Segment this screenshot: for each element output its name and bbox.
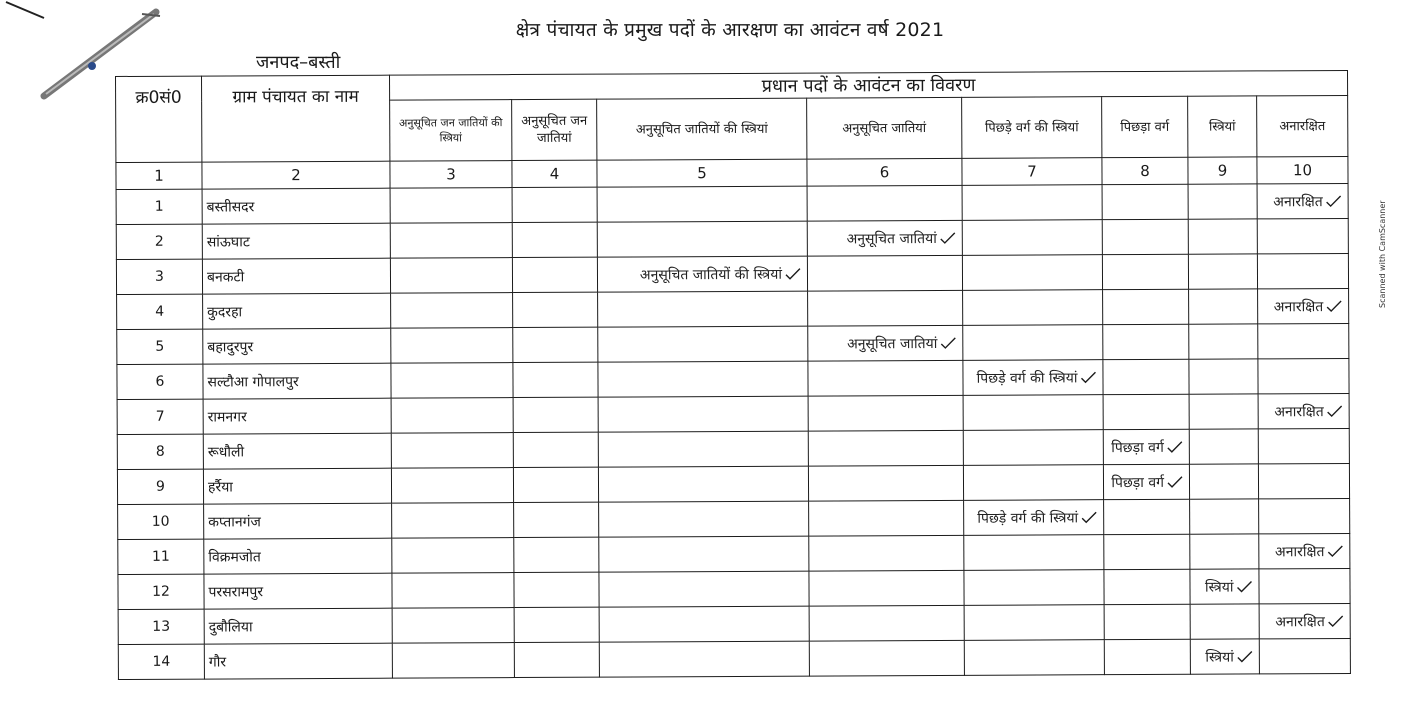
header-category: अनुसूचित जातियों की स्त्रियां: [597, 98, 807, 160]
column-number: 1: [116, 162, 202, 189]
table-row: [117, 358, 1349, 399]
empty-category-cell: [1102, 184, 1188, 219]
document-title: क्षेत्र पंचायत के प्रमुख पदों के आरक्षण का आवंटन वर्ष 2021: [515, 19, 945, 41]
empty-category-cell: [1103, 359, 1189, 394]
allocated-category-text: अनुसूचित जातियां: [846, 230, 937, 247]
empty-category-cell: [392, 643, 514, 679]
tick-mark-icon: [1326, 299, 1342, 313]
row-serial-number: 10: [118, 504, 204, 539]
allocated-category-text: स्त्रियां: [1205, 649, 1234, 666]
empty-category-cell: [512, 257, 597, 292]
allocated-category-text: अनारक्षित: [1274, 403, 1324, 420]
row-serial-number: 13: [118, 609, 204, 644]
empty-category-cell: [599, 641, 809, 677]
empty-category-cell: [1103, 289, 1189, 324]
column-number: 2: [202, 161, 390, 189]
allocated-category-text: पिछड़ा वर्ग: [1111, 474, 1165, 491]
empty-category-cell: [512, 222, 597, 257]
row-village-name: सांऊघाट: [202, 223, 390, 259]
handwritten-entry: [1104, 437, 1189, 456]
row-village-name: बनकटी: [202, 258, 390, 294]
row-village-name: बहादुरपुर: [203, 328, 391, 364]
row-serial-number: 1: [116, 189, 202, 224]
empty-category-cell: [1258, 323, 1349, 358]
column-number: 5: [597, 159, 807, 187]
empty-category-cell: [808, 465, 963, 501]
tick-mark-icon: [785, 267, 801, 281]
empty-category-cell: [1190, 534, 1259, 569]
empty-category-cell: [1188, 219, 1257, 254]
allocated-category-cell: [964, 500, 1104, 536]
empty-category-cell: [809, 570, 964, 606]
row-village-name: हर्रैया: [203, 468, 391, 504]
handwritten-entry: [808, 333, 962, 353]
empty-category-cell: [1189, 324, 1258, 359]
row-village-name: सल्टौआ गोपालपुर: [203, 363, 391, 399]
row-village-name: परसरामपुर: [204, 573, 392, 609]
reservation-allocation-table: [115, 70, 1351, 680]
allocated-category-text: पिछड़े वर्ग की स्त्रियां: [976, 369, 1078, 387]
table-row: [118, 498, 1350, 539]
table-row: [117, 323, 1349, 364]
column-number: 10: [1257, 156, 1348, 183]
empty-category-cell: [1104, 639, 1190, 674]
empty-category-cell: [1103, 324, 1189, 359]
empty-category-cell: [1189, 359, 1258, 394]
empty-category-cell: [1102, 219, 1188, 254]
allocated-category-cell: [1190, 639, 1259, 674]
table-row: [117, 393, 1349, 434]
header-category: पिछड़े वर्ग की स्त्रियां: [962, 97, 1102, 159]
handwritten-entry: [1259, 541, 1349, 560]
allocated-category-text: स्त्रियां: [1204, 579, 1234, 596]
empty-category-cell: [808, 395, 963, 431]
allocated-category-text: अनारक्षित: [1273, 193, 1323, 210]
empty-category-cell: [1190, 604, 1259, 639]
empty-category-cell: [513, 362, 598, 397]
table-row: [116, 183, 1348, 224]
row-village-name: कुदरहा: [203, 293, 391, 329]
allocated-category-text: अनारक्षित: [1274, 543, 1325, 560]
tick-mark-icon: [940, 231, 956, 245]
empty-category-cell: [597, 186, 807, 222]
empty-category-cell: [964, 605, 1104, 641]
empty-category-cell: [599, 536, 809, 572]
row-village-name: बस्तीसदर: [202, 188, 390, 224]
handwritten-entry: [1258, 191, 1348, 210]
empty-category-cell: [964, 535, 1104, 571]
empty-category-cell: [514, 537, 599, 572]
empty-category-cell: [392, 538, 514, 574]
column-number: 8: [1102, 157, 1188, 184]
empty-category-cell: [392, 573, 514, 609]
allocated-category-text: अनुसूचित जातियां: [847, 335, 938, 352]
empty-category-cell: [1104, 499, 1190, 534]
empty-category-cell: [1104, 534, 1190, 569]
allocated-category-cell: [1258, 288, 1349, 323]
empty-category-cell: [963, 465, 1103, 501]
column-number: 6: [807, 158, 962, 186]
handwritten-entry: [1190, 577, 1258, 596]
header-category: अनारक्षित: [1257, 95, 1348, 156]
empty-category-cell: [962, 255, 1102, 291]
empty-category-cell: [963, 325, 1103, 361]
header-category: अनुसूचित जातियां: [807, 97, 962, 159]
header-serial: क्र0सं0: [116, 76, 202, 162]
allocated-category-cell: [807, 220, 962, 256]
empty-category-cell: [1190, 499, 1259, 534]
allocated-category-text: अनारक्षित: [1275, 613, 1325, 630]
empty-category-cell: [599, 571, 809, 607]
empty-category-cell: [807, 255, 962, 291]
tick-mark-icon: [1328, 614, 1344, 628]
empty-category-cell: [513, 432, 598, 467]
empty-category-cell: [1103, 394, 1189, 429]
empty-category-cell: [392, 503, 514, 539]
empty-category-cell: [1189, 289, 1258, 324]
allocated-category-cell: [1190, 569, 1259, 604]
empty-category-cell: [513, 467, 598, 502]
empty-category-cell: [391, 433, 513, 469]
empty-category-cell: [514, 572, 599, 607]
empty-category-cell: [1258, 463, 1349, 498]
empty-category-cell: [1188, 254, 1257, 289]
empty-category-cell: [391, 293, 513, 329]
header-category: अनुसूचित जन जातियों की स्त्रियां: [390, 100, 512, 162]
empty-category-cell: [513, 327, 598, 362]
handwritten-entry: [808, 228, 962, 248]
empty-category-cell: [964, 640, 1104, 676]
row-serial-number: 9: [117, 469, 203, 504]
row-serial-number: 3: [116, 259, 202, 294]
row-village-name: रूधौली: [203, 433, 391, 469]
empty-category-cell: [963, 430, 1103, 466]
empty-category-cell: [1189, 429, 1258, 464]
empty-category-cell: [598, 431, 808, 467]
row-serial-number: 14: [118, 644, 204, 679]
header-category: पिछड़ा वर्ग: [1102, 96, 1188, 157]
empty-category-cell: [1104, 569, 1190, 604]
handwritten-entry: [1191, 647, 1259, 666]
empty-category-cell: [809, 640, 964, 676]
empty-category-cell: [964, 570, 1104, 606]
empty-category-cell: [391, 363, 513, 399]
row-village-name: कप्तानगंज: [204, 503, 392, 539]
empty-category-cell: [962, 185, 1102, 221]
column-number: 4: [512, 160, 597, 187]
table-row: [118, 638, 1350, 679]
handwritten-entry: [1104, 472, 1189, 491]
row-serial-number: 5: [117, 329, 203, 364]
tick-mark-icon: [1237, 649, 1253, 663]
table-row: [116, 253, 1348, 294]
tick-mark-icon: [1080, 370, 1096, 384]
row-serial-number: 7: [117, 399, 203, 434]
empty-category-cell: [514, 642, 599, 677]
allocated-category-cell: [597, 256, 807, 292]
row-serial-number: 4: [117, 294, 203, 329]
empty-category-cell: [808, 360, 963, 396]
table-row: [118, 568, 1350, 609]
empty-category-cell: [391, 468, 513, 504]
empty-category-cell: [390, 258, 512, 294]
header-category: स्त्रियां: [1188, 96, 1257, 157]
handwritten-entry: [598, 264, 807, 284]
table-row: [118, 603, 1350, 644]
empty-category-cell: [390, 188, 512, 224]
handwritten-entry: [964, 508, 1103, 528]
empty-category-cell: [809, 605, 964, 641]
handwritten-entry: [1260, 611, 1350, 630]
empty-category-cell: [1189, 464, 1258, 499]
tick-mark-icon: [1327, 544, 1343, 558]
row-village-name: दुबौलिया: [204, 608, 392, 644]
allocated-category-cell: [1258, 393, 1349, 428]
empty-category-cell: [512, 187, 597, 222]
empty-category-cell: [391, 328, 513, 364]
allocated-category-text: पिछड़ा वर्ग: [1111, 439, 1164, 456]
empty-category-cell: [514, 607, 599, 642]
empty-category-cell: [1257, 253, 1348, 288]
column-number: 7: [962, 158, 1102, 186]
row-village-name: विक्रमजोत: [204, 538, 392, 574]
header-category: अनुसूचित जन जातियां: [512, 99, 597, 160]
empty-category-cell: [391, 398, 513, 434]
empty-category-cell: [962, 220, 1102, 256]
row-village-name: रामनगर: [203, 398, 391, 434]
empty-category-cell: [963, 395, 1103, 431]
empty-category-cell: [598, 396, 808, 432]
empty-category-cell: [1259, 568, 1350, 603]
allocated-category-text: अनारक्षित: [1273, 298, 1324, 315]
empty-category-cell: [1258, 358, 1349, 393]
table-row: [117, 428, 1349, 469]
empty-category-cell: [1257, 218, 1348, 253]
row-serial-number: 2: [116, 224, 202, 259]
tick-mark-icon: [1167, 440, 1183, 454]
empty-category-cell: [598, 466, 808, 502]
empty-category-cell: [809, 500, 964, 536]
empty-category-cell: [809, 535, 964, 571]
empty-category-cell: [598, 291, 808, 327]
table-row: [118, 533, 1350, 574]
table-row: [117, 288, 1349, 329]
empty-category-cell: [963, 290, 1103, 326]
table-row: [116, 218, 1348, 259]
row-serial-number: 8: [117, 434, 203, 469]
empty-category-cell: [513, 397, 598, 432]
column-number: 9: [1188, 157, 1257, 184]
allocated-category-cell: [1257, 183, 1348, 218]
handwritten-entry: [963, 368, 1102, 388]
row-serial-number: 11: [118, 539, 204, 574]
allocated-category-cell: [1259, 533, 1350, 568]
column-number: 3: [390, 161, 512, 189]
row-village-name: गौर: [204, 643, 392, 679]
scanner-watermark: Scanned with CamScanner: [1378, 200, 1387, 308]
allocated-category-text: अनुसूचित जातियों की स्त्रियां: [639, 266, 783, 283]
allocated-category-cell: [963, 360, 1103, 396]
tick-mark-icon: [1167, 475, 1183, 489]
allocated-category-cell: [808, 325, 963, 361]
row-serial-number: 6: [117, 364, 203, 399]
header-allocation-group: प्रधान पदों के आवंटन का विवरण: [389, 70, 1347, 100]
empty-category-cell: [597, 221, 807, 257]
tick-mark-icon: [940, 336, 956, 350]
empty-category-cell: [1259, 638, 1350, 673]
district-label: जनपद–बस्ती: [256, 52, 341, 73]
empty-category-cell: [1188, 184, 1257, 219]
empty-category-cell: [1104, 604, 1190, 639]
table-row: [117, 463, 1349, 504]
empty-category-cell: [807, 185, 962, 221]
allocated-category-cell: [1259, 603, 1350, 638]
tick-mark-icon: [1326, 194, 1342, 208]
empty-category-cell: [1102, 254, 1188, 289]
handwritten-entry: [1258, 296, 1348, 315]
table-body: [116, 156, 1351, 679]
header-village-name: ग्राम पंचायत का नाम: [202, 75, 390, 162]
empty-category-cell: [598, 361, 808, 397]
empty-category-cell: [599, 501, 809, 537]
empty-category-cell: [1258, 428, 1349, 463]
empty-category-cell: [598, 326, 808, 362]
empty-category-cell: [390, 223, 512, 259]
tick-mark-icon: [1236, 579, 1252, 593]
empty-category-cell: [599, 606, 809, 642]
allocated-category-cell: [1103, 464, 1189, 499]
handwritten-entry: [1259, 401, 1349, 420]
row-serial-number: 12: [118, 574, 204, 609]
empty-category-cell: [1259, 498, 1350, 533]
empty-category-cell: [808, 430, 963, 466]
empty-category-cell: [514, 502, 599, 537]
tick-mark-icon: [1327, 404, 1343, 418]
empty-category-cell: [513, 292, 598, 327]
empty-category-cell: [808, 290, 963, 326]
empty-category-cell: [1189, 394, 1258, 429]
allocated-category-cell: [1103, 429, 1189, 464]
tick-mark-icon: [1081, 510, 1097, 524]
empty-category-cell: [392, 608, 514, 644]
allocated-category-text: पिछड़े वर्ग की स्त्रियां: [977, 509, 1079, 527]
